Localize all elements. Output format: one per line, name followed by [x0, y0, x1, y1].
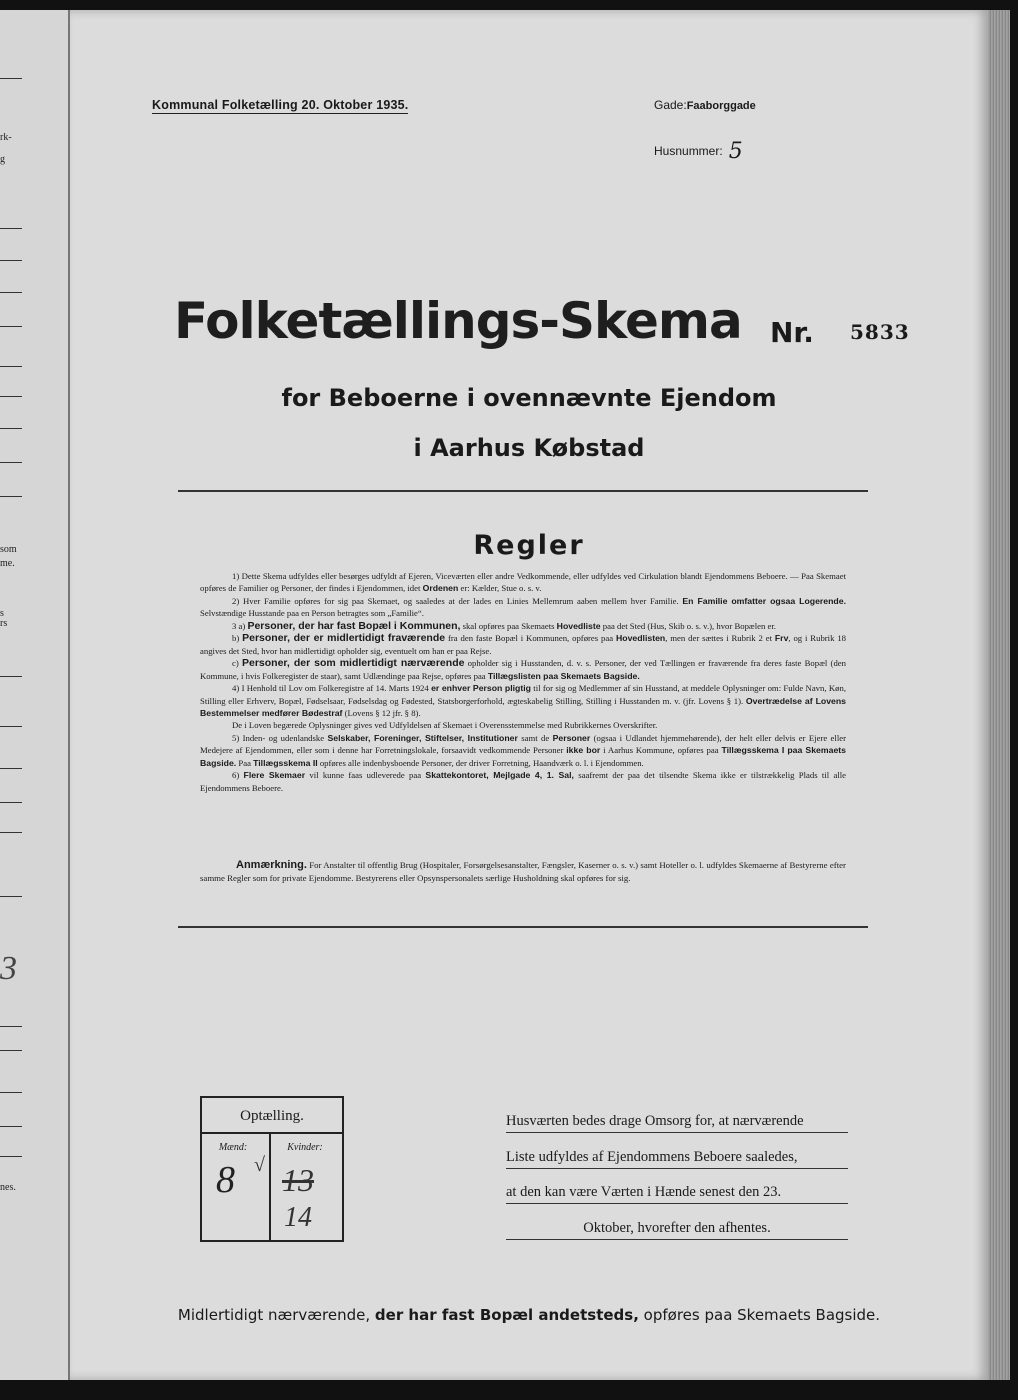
rules-heading: Regler [473, 530, 585, 561]
census-form-page [70, 10, 988, 1380]
left-page-handwritten-mark: 3 [0, 950, 17, 987]
left-page-text: rk- [0, 132, 12, 143]
form-subtitle: for Beboerne i ovennævnte Ejendom [281, 384, 777, 412]
rule-2: 2) Hver Familie opføres for sig paa Skemaet, og saaledes at der lades en Linies Mellemrum aaben mellem hver Familie. En Familie omfatter ogsaa Logerende. Selvstændige Husstande paa en Person betragtes som „Familie“. [200, 595, 846, 619]
form-number-label: Nr. [770, 316, 814, 349]
left-page-rule [0, 292, 22, 293]
rule-6: 6) Flere Skemaer vil kunne faas udleverede paa Skattekontoret, Mejlgade 4, 1. Sal, saafremt der paa det tilsendte Skema ikke er tilstrækkelig Plads til alle Ejendommens Beboere. [200, 770, 846, 793]
count-box-rule [269, 1132, 271, 1240]
host-notice-line: at den kan være Værten i Hænde senest den 23. [506, 1181, 848, 1204]
house-number-value: 5 [728, 139, 743, 164]
left-page-text: me. [0, 558, 15, 569]
remark-text: For Anstalter til offentlig Brug (Hospitaler, Forsørgelsesanstalter, Fængsler, Kaserner o. s. v.) samt Hoteller o. l. udfyldes Skemaerne af Bestyrerne efter samme Regler som for private Ejendomme. Bestyrerens eller Opsynspersonalets særlige Husholdning skal opføres for sig. [200, 860, 846, 883]
check-mark: √ [254, 1154, 265, 1176]
left-page-text: rs [0, 618, 8, 629]
divider [178, 926, 868, 928]
host-notice-line: Husværten bedes drage Omsorg for, at nærværende [506, 1110, 848, 1133]
women-count: 14 [284, 1202, 312, 1233]
left-page-rule [0, 396, 22, 397]
rule-4-cont: De i Loven begærede Oplysninger gives ved Udfyldelsen af Skemaet i Overensstemmelse med Rubrikkernes Overskrifter. [232, 720, 658, 731]
street-field [654, 98, 756, 112]
left-page-rule [0, 896, 22, 897]
rule-3b: b) Personer, der er midlertidigt fraværende fra den faste Bopæl i Kommunen, opføres paa Hovedlisten, men der sættes i Rubrik 2 et Frv, og i Rubrik 18 angives det Sted, hvor han midlertidigt opholder sig, eventuelt om han er paa Rejse. [200, 632, 847, 656]
form-number: 5833 [850, 320, 910, 344]
rule-3a: 3 a) Personer, der har fast Bopæl i Kommunen, skal opføres paa Skemaets Hovedliste paa det Sted (Hus, Skib o. s. v.), hvor Bopælen er. [232, 619, 776, 632]
left-page-rule [0, 832, 22, 833]
remark [200, 859, 846, 884]
rule-4: 4) I Henhold til Lov om Folkeregistre af 14. Marts 1924 er enhver Person pligtig til for sig og Medlemmer af sin Husstand, at meddele Oplysninger om: Fulde Navn, Køn, Stilling eller Erhverv, Bopæl, Fødselsaar, Fødselsdag og Fødested, Statsborgerforhold, ægteskabelig Stilling, Stilling i Husstanden m. v. (jfr. Lovens § 1). Overtrædelse af Lovens Bestemmelser medfører Bødestraf (Lovens § 12 jfr. § 8). [200, 683, 846, 718]
left-page-rule [0, 428, 22, 429]
rule-1: 1) Dette Skema udfyldes eller besørges udfyldt af Ejeren, Viceværten eller andre Vedkommende, eller udfyldes ved Cirkulation blandt Ejendommens Beboere. — Paa Skemaet opføres de Familier og Personer, der findes i Ejendommen, idet Ordenen er: Kælder, Stue o. s. v. [200, 571, 846, 594]
house-number-label: Husnummer: [654, 144, 723, 158]
count-box [200, 1096, 344, 1242]
footer-note: Midlertidigt nærværende, der har fast Bopæl andetsteds, opføres paa Skemaets Bagside. [177, 1306, 881, 1324]
left-page-rule [0, 726, 22, 727]
divider [178, 490, 868, 492]
host-notice-line: Oktober, hvorefter den afhentes. [506, 1217, 848, 1240]
left-page-rule [0, 1126, 22, 1127]
street-label: Gade: [654, 98, 687, 112]
left-page-rule [0, 260, 22, 261]
left-page-text: s [0, 608, 4, 619]
left-page-rule [0, 462, 22, 463]
left-page-rule [0, 496, 22, 497]
rule-5: 5) Inden- og udenlandske Selskaber, Foreninger, Stiftelser, Institutioner samt de Personer (ogsaa i Udlandet hjemmehørende), der helt eller delvis er Ejere eller Medejere af Ejendommen, eller som i denne har Forretningslokale, forsaavidt vedkommende Personer ikke bor i Aarhus Kommune, opføres paa Tillægsskema I paa Skemaets Bagside. Paa Tillægsskema II opføres alle indenbysboende Personer, der driver Forretning, Haandværk o. l. i Ejendommen. [200, 732, 847, 768]
left-page-rule [0, 676, 22, 677]
left-page-text: nes. [0, 1182, 16, 1193]
left-page-rule [0, 1156, 22, 1157]
left-page-rule [0, 366, 22, 367]
left-page-rule [0, 768, 22, 769]
street-value: Faaborggade [686, 100, 756, 112]
count-box-title: Optælling. [240, 1108, 304, 1124]
men-label: Mænd: [218, 1142, 248, 1153]
house-number-field [654, 136, 743, 164]
left-page-rule [0, 1092, 22, 1093]
form-title: Folketællings-Skema [174, 292, 742, 350]
left-page-text: g [0, 154, 5, 165]
women-count-struck: 13 [282, 1162, 314, 1198]
rules-text [200, 570, 846, 794]
page-edges [988, 10, 1010, 1380]
women-label: Kvinder: [287, 1142, 323, 1153]
host-notice [506, 1110, 848, 1252]
count-box-rule [202, 1132, 342, 1134]
left-page-fragment [0, 10, 70, 1380]
left-page-text: som [0, 544, 17, 555]
form-subtitle-city: i Aarhus Købstad [413, 434, 645, 462]
census-header: Kommunal Folketælling 20. Oktober 1935. [152, 98, 409, 112]
left-page-rule [0, 78, 22, 79]
left-page-rule [0, 802, 22, 803]
host-notice-line: Liste udfyldes af Ejendommens Beboere saaledes, [506, 1146, 848, 1169]
rule-3c: c) Personer, der som midlertidigt nærværende opholder sig i Husstanden, d. v. s. Personer, der ved Tællingen er fraværende fra deres faste Bopæl (den Kommune, i hvis Folkeregister de staar), samt Udlændinge paa Rejse, opføres paa Tillægslisten paa Skemaets Bagside. [200, 657, 846, 681]
left-page-rule [0, 228, 22, 229]
men-count: 8 [216, 1159, 235, 1201]
left-page-rule [0, 1050, 22, 1051]
left-page-rule [0, 1026, 22, 1027]
remark-label: Anmærkning. [236, 859, 307, 871]
left-page-rule [0, 326, 22, 327]
